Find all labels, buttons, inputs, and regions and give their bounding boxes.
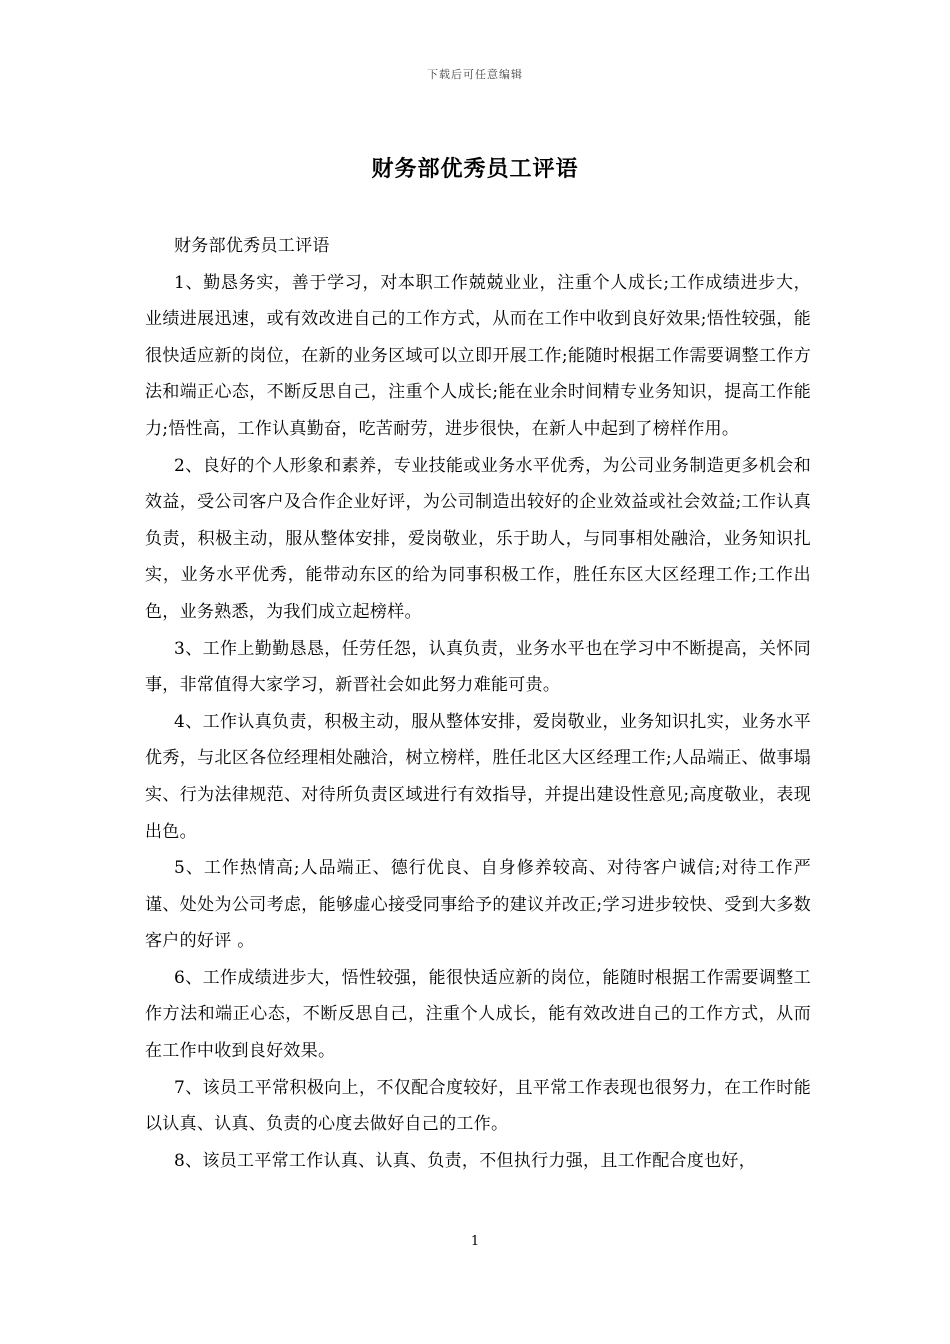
page-number: 1 xyxy=(470,1234,480,1249)
paragraph-1: 1、勤恳务实，善于学习，对本职工作兢兢业业，注重个人成长;工作成绩进步大，业绩进展迅速，或有效改进自己的工作方式，从而在工作中收到良好效果;悟性较强，能很快适应新的岗位，在新的业务区域可以立即开展工作;能随时根据工作需要调整工作方法和端正心态，不断反思自己，注重个人成长;能在业余时间精专业务知识，提高工作能力;悟性高，工作认真勤奋，吃苦耐劳，进步很快，在新人中起到了榜样作用。 xyxy=(145,272,811,439)
header-note: 下载后可任意编辑 xyxy=(427,68,523,81)
paragraph-6: 6、工作成绩进步大，悟性较强，能很快适应新的岗位，能随时根据工作需要调整工作方法和端正心态，不断反思自己，注重个人成长，能有效改进自己的工作方式，从而在工作中收到良好效果。 xyxy=(145,967,811,1062)
paragraph-4: 4、工作认真负责，积极主动，服从整体安排，爱岗敬业，业务知识扎实，业务水平优秀，与北区各位经理相处融洽，树立榜样，胜任北区大区经理工作;人品端正、做事塌实、行为法律规范、对待所负责区域进行有效指导，并提出建设性意见;高度敬业，表现出色。 xyxy=(145,711,811,842)
document-body xyxy=(145,228,811,1179)
document-title: 财务部优秀员工评语 xyxy=(371,156,579,182)
paragraph-2: 2、良好的个人形象和素养，专业技能或业务水平优秀，为公司业务制造更多机会和效益，受公司客户及合作企业好评，为公司制造出较好的企业效益或社会效益;工作认真负责，积极主动，服从整体安排，爱岗敬业，乐于助人，与同事相处融洽，业务知识扎实，业务水平优秀，能带动东区的给为同事积极工作，胜任东区大区经理工作;工作出色，业务熟悉，为我们成立起榜样。 xyxy=(145,455,811,622)
paragraph-7: 7、该员工平常积极向上，不仅配合度较好，且平常工作表现也很努力，在工作时能以认真、认真、负责的心度去做好自己的工作。 xyxy=(145,1077,811,1135)
paragraph-3: 3、工作上勤勤恳恳，任劳任怨，认真负责，业务水平也在学习中不断提高，关怀同事，非常值得大家学习，新晋社会如此努力难能可贵。 xyxy=(145,638,811,696)
paragraph-subtitle: 财务部优秀员工评语 xyxy=(174,236,330,256)
paragraph-8: 8、该员工平常工作认真、认真、负责，不但执行力强，且工作配合度也好， xyxy=(174,1150,757,1171)
paragraph-5: 5、工作热情高;人品端正、德行优良、自身修养较高、对待客户诚信;对待工作严谨、处处为公司考虑，能够虚心接受同事给予的建议并改正;学习进步较快、受到大多数客户的好评 。 xyxy=(145,858,811,952)
